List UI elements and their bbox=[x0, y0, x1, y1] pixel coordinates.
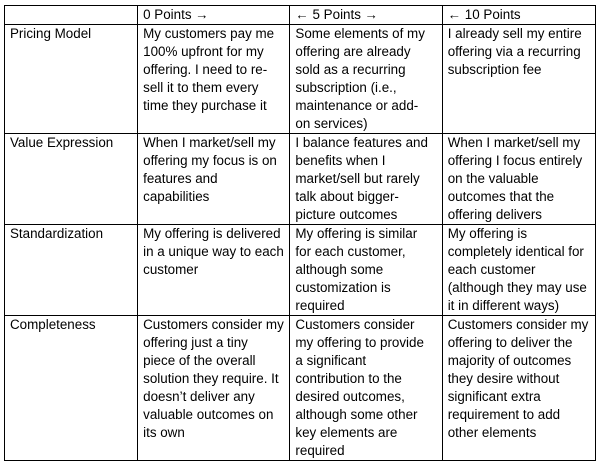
header-corner-cell bbox=[5, 6, 138, 25]
cell-5-points: Some elements of my offering are already sold as a recurring subscription (i.e., maintenance or add- on services) bbox=[290, 25, 442, 134]
cell-10-points: Customers consider my offering to deliver the majority of outcomes they desire without significant extra requirement to add other elements bbox=[442, 316, 595, 461]
criterion-label: Completeness bbox=[5, 316, 138, 461]
cell-5-points: I balance features and benefits when I market/sell but rarely talk about bigger- picture outcomes bbox=[290, 134, 442, 225]
header-0-points: 0 Points → bbox=[138, 6, 290, 25]
cell-10-points: My offering is completely identical for each customer (although they may use it in different ways) bbox=[442, 225, 595, 316]
cell-0-points: When I market/sell my offering my focus is on features and capabilities bbox=[138, 134, 290, 225]
cell-0-points: My offering is delivered in a unique way to each customer bbox=[138, 225, 290, 316]
header-row bbox=[5, 6, 596, 25]
cell-5-points: My offering is similar for each customer, although some customization is required bbox=[290, 225, 442, 316]
header-10-points: ← 10 Points bbox=[442, 6, 595, 25]
criterion-label: Standardization bbox=[5, 225, 138, 316]
table-row-value-expression bbox=[5, 134, 596, 225]
table-row-completeness bbox=[5, 316, 596, 461]
table-row-standardization bbox=[5, 225, 596, 316]
scoring-rubric-table bbox=[4, 5, 596, 461]
cell-0-points: My customers pay me 100% upfront for my offering. I need to re- sell it to them every time they purchase it bbox=[138, 25, 290, 134]
cell-10-points: When I market/sell my offering I focus entirely on the valuable outcomes that the offering delivers bbox=[442, 134, 595, 225]
cell-0-points: Customers consider my offering just a tiny piece of the overall solution they require. It doesn’t deliver any valuable outcomes on its own bbox=[138, 316, 290, 461]
cell-5-points: Customers consider my offering to provide a significant contribution to the desired outcomes, although some other key elements are required bbox=[290, 316, 442, 461]
table-row-pricing-model bbox=[5, 25, 596, 134]
header-5-points: ← 5 Points → bbox=[290, 6, 442, 25]
cell-10-points: I already sell my entire offering via a recurring subscription fee bbox=[442, 25, 595, 134]
criterion-label: Value Expression bbox=[5, 134, 138, 225]
criterion-label: Pricing Model bbox=[5, 25, 138, 134]
